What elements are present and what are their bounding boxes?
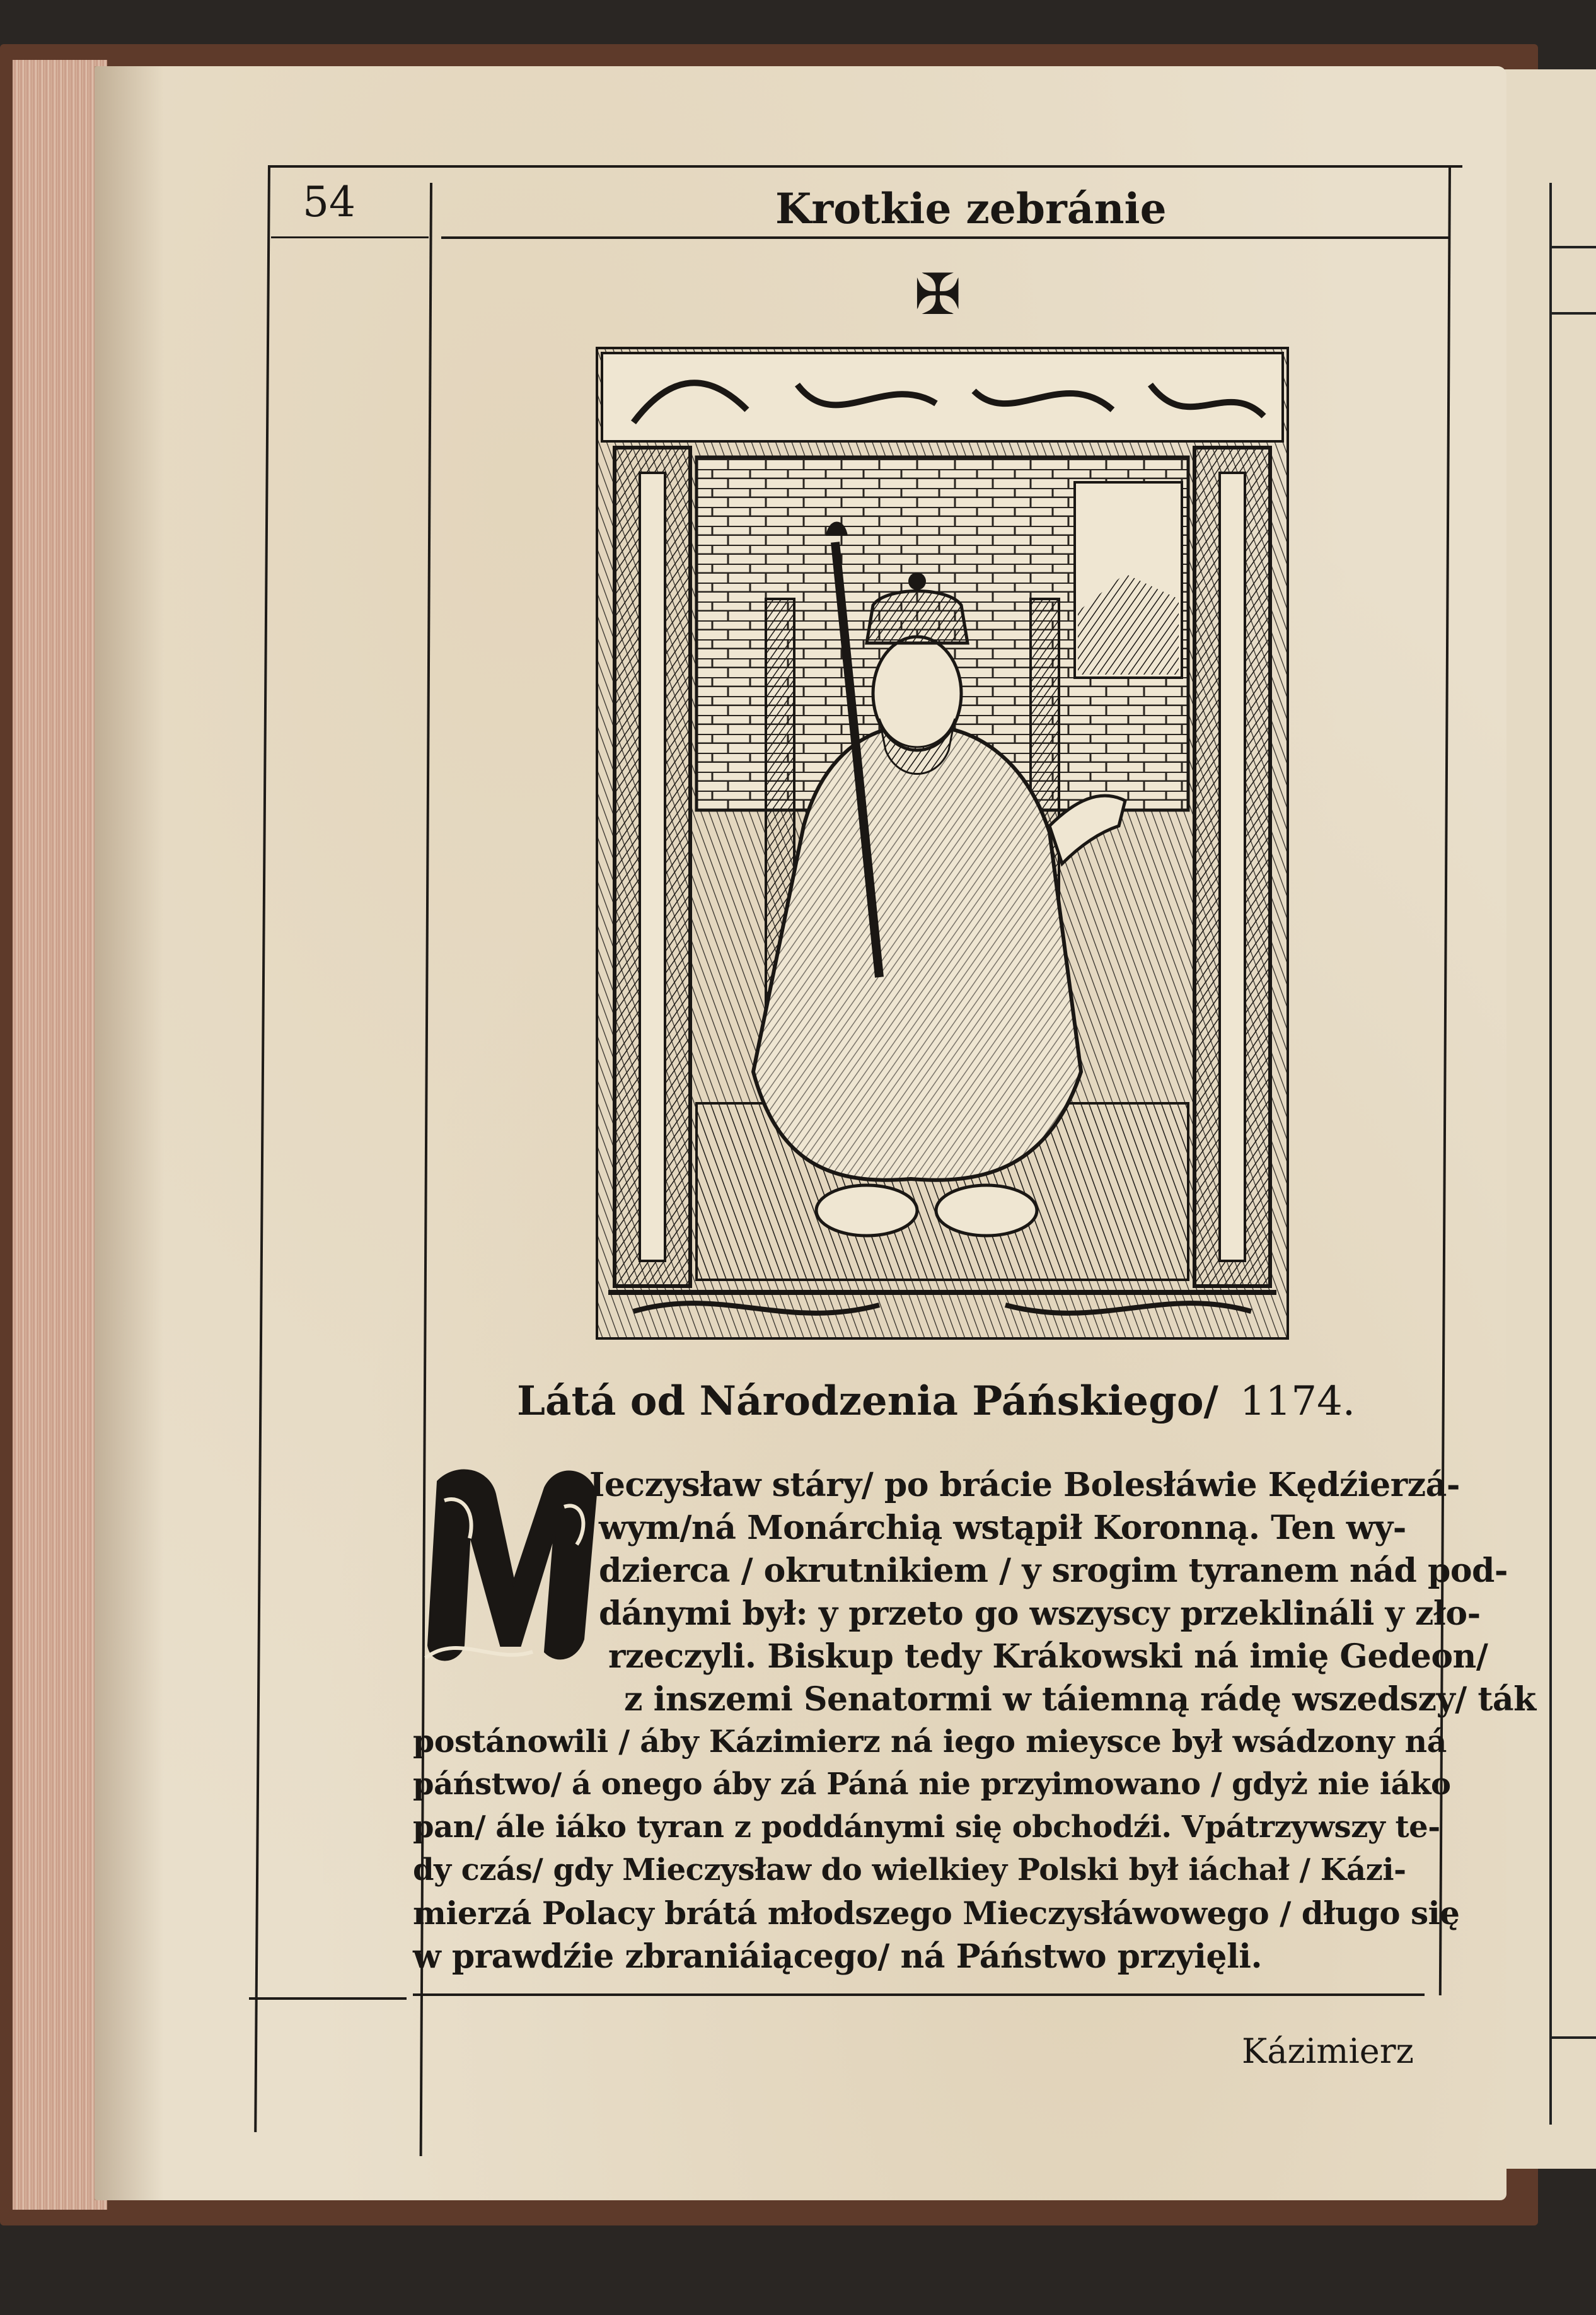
frame-rule-bottom-left bbox=[249, 1997, 407, 2000]
body-line-1: Ieczysław stáry/ po brácie Bolesłáwie Kędźierzá- bbox=[589, 1466, 1460, 1504]
body-line-11: mierzá Polacy brátá młodszego Mieczysłáwowego / długo się bbox=[413, 1894, 1460, 1932]
year-value: 1174. bbox=[1239, 1378, 1356, 1425]
cross-ornament: ✠ bbox=[914, 262, 962, 328]
facing-page-edge bbox=[1497, 69, 1596, 2169]
body-line-2: wym/ná Monárchią wstąpił Koronną. Ten wy- bbox=[599, 1509, 1406, 1547]
enthroned-king-woodcut-icon bbox=[596, 347, 1289, 1340]
body-line-9: pan/ ále iáko tyran z poddánymi się obchodźi. Vpátrzywszy te- bbox=[413, 1809, 1440, 1845]
body-line-4: dánymi był: y przeto go wszyscy przeklináli y zło- bbox=[599, 1594, 1481, 1633]
running-head: Krotkie zebránie bbox=[775, 184, 1167, 233]
body-line-7: postánowili / áby Kázimierz ná iego mieysce był wsádzony ná bbox=[413, 1723, 1447, 1760]
frame-rule-bottom bbox=[413, 1993, 1425, 1996]
year-heading bbox=[517, 1378, 1399, 1425]
page-number: 54 bbox=[303, 178, 356, 226]
page-edges bbox=[13, 60, 107, 2210]
body-line-12: w prawdźie zbraniáiącego/ ná Páństwo przyięli. bbox=[413, 1937, 1263, 1976]
body-line-3: dzierca / okrutnikiem / y srogim tyranem nád pod- bbox=[599, 1552, 1508, 1590]
body-line-8: páństwo/ á onego áby zá Páná nie przyimowano / gdyż nie iáko bbox=[413, 1767, 1451, 1802]
frame-rule-head-underline bbox=[441, 236, 1450, 239]
gutter-shadow bbox=[95, 66, 164, 2200]
body-line-5: rzeczyli. Biskup tedy Krákowski ná imię Gedeon/ bbox=[608, 1637, 1488, 1676]
frame-rule-top bbox=[268, 165, 1462, 168]
frame-rule-margin-top bbox=[271, 236, 429, 238]
catchword: Kázimierz bbox=[1242, 2031, 1414, 2071]
body-line-6: z inszemi Senatormi w táiemną rádę wszedszy/ ták bbox=[624, 1680, 1536, 1719]
body-line-10: dy czás/ gdy Mieczysław do wielkiey Polski był iáchał / Kázi- bbox=[413, 1852, 1406, 1888]
decorated-initial bbox=[419, 1456, 615, 1671]
year-heading-label: Látá od Národzenia Páńskiego/ bbox=[517, 1378, 1218, 1425]
